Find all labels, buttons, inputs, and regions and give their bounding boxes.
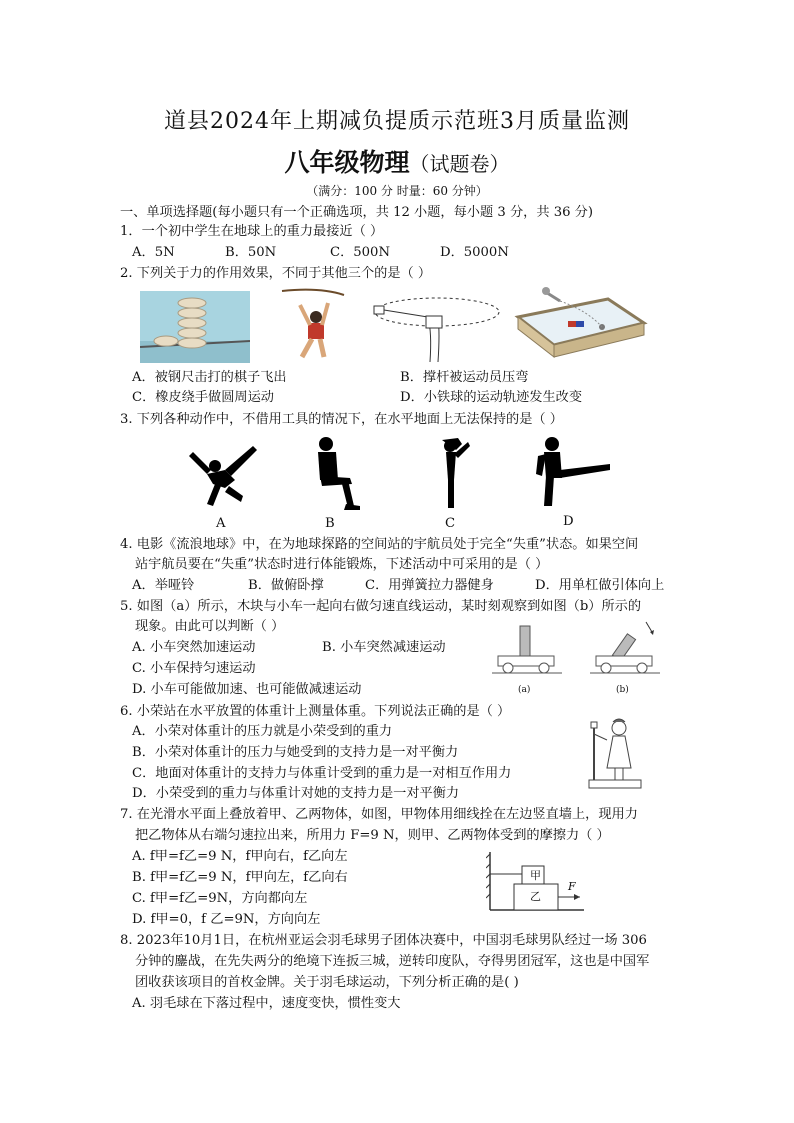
q5-figure-cart-a <box>492 620 562 675</box>
q4-line2: 站宇航员要在“失重”状态时进行体能锻炼，下述活动中可采用的是（ ） <box>135 557 549 572</box>
q3-label-a: A <box>216 516 226 531</box>
q4-option-b: B．做俯卧撑 <box>248 578 324 593</box>
subject-note: （试题卷） <box>409 152 510 176</box>
q2-option-a: A．被钢尺击打的棋子飞出 <box>132 370 287 385</box>
q5-option-d: D. 小车可能做加速、也可能做减速运动 <box>132 682 362 697</box>
q2-figure-pole-vault <box>280 285 350 363</box>
q3-figure-b-silhouette <box>308 436 363 511</box>
q7-line2: 把乙物体从右端匀速拉出来，所用力 F=9 N，则甲、乙两物体受到的摩擦力（ ） <box>135 828 610 843</box>
q2-option-b: B．撑杆被运动员压弯 <box>400 370 529 385</box>
q3-figure-c-silhouette <box>428 436 473 511</box>
exam-title: 道县2024年上期减负提质示范班3月质量监测 <box>164 109 630 134</box>
q2-figure-chess-pieces <box>140 291 250 363</box>
q6-option-a: A．小荣对体重计的压力就是小荣受到的重力 <box>132 724 393 739</box>
q6-figure-scale <box>585 714 645 792</box>
q8-line2: 分钟的鏖战，在先失两分的绝境下连扳三城，逆转印度队，夺得男团冠军，这也是中国军 <box>135 954 650 969</box>
q6-stem: 6. 小荣站在水平放置的体重计上测量体重。下列说法正确的是（ ） <box>120 704 511 719</box>
q2-option-d: D．小铁球的运动轨迹发生改变 <box>400 390 583 405</box>
q6-option-b: B．小荣对体重计的压力与她受到的支持力是一对平衡力 <box>132 745 459 760</box>
q3-figure-a-silhouette <box>185 436 260 511</box>
q3-label-c: C <box>445 516 456 531</box>
subject-name: 八年级物理 <box>284 148 410 177</box>
q5-line2: 现象。由此可以判断（ ） <box>135 619 285 634</box>
section-heading: 一、单项选择题(每小题只有一个正确选项，共 12 小题，每小题 3 分，共 36 分) <box>120 205 594 220</box>
q1-option-b: B．50N <box>225 245 277 260</box>
q5-option-c: C. 小车保持匀速运动 <box>132 661 256 676</box>
q7-line1: 7. 在光滑水平面上叠放着甲、乙两物体，如图，甲物体用细线拴在左边竖直墙上，现用力 <box>120 807 638 822</box>
q7-force-label: F <box>568 880 576 893</box>
q8-line1: 8. 2023年10月1日，在杭州亚运会羽毛球男子团体决赛中，中国羽毛球男队经过一场 306 <box>120 933 647 948</box>
q5-option-b: B. 小车突然减速运动 <box>322 640 446 655</box>
q1-stem: 1．一个初中学生在地球上的重力最接近（ ） <box>120 224 384 239</box>
q5-option-a: A. 小车突然加速运动 <box>132 640 256 655</box>
q4-line1: 4. 电影《流浪地球》中，在为地球探路的空间站的宇航员处于完全“失重”状态。如果空间 <box>120 537 639 552</box>
q5-fig-b-caption: (b) <box>616 685 629 695</box>
q8-option-a: A. 羽毛球在下落过程中，速度变快，惯性变大 <box>132 996 401 1011</box>
q3-label-d: D <box>563 514 574 529</box>
q3-label-b: B <box>325 516 335 531</box>
subject-title <box>0 143 794 179</box>
q7-block-bottom-label: 乙 <box>530 890 541 903</box>
q4-option-a: A．举哑铃 <box>132 578 195 593</box>
q7-option-b: B. f甲=f乙=9 N，f甲向左，f乙向右 <box>132 870 348 885</box>
q3-stem: 3. 下列各种动作中，不借用工具的情况下，在水平地面上无法保持的是（ ） <box>120 412 563 427</box>
score-info: （满分：100 分 时量：60 分钟） <box>306 184 488 198</box>
q4-option-d: D．用单杠做引体向上 <box>535 578 665 593</box>
q1-option-a: A．5N <box>132 245 175 260</box>
q7-option-c: C. f甲=f乙=9N，方向都向左 <box>132 891 308 906</box>
q4-option-c: C．用弹簧拉力器健身 <box>365 578 494 593</box>
q6-option-d: D．小荣受到的重力与体重计对她的支持力是一对平衡力 <box>132 786 460 801</box>
q1-option-c: C．500N <box>330 245 390 260</box>
q5-figure-cart-b <box>590 620 660 675</box>
q8-line3: 团收获该项目的首枚金牌。关于羽毛球运动，下列分析正确的是( ) <box>135 975 519 990</box>
q1-option-d: D．5000N <box>440 245 509 260</box>
q2-option-c: C．橡皮绕手做圆周运动 <box>132 390 274 405</box>
q2-figure-magnet-ball <box>508 287 648 363</box>
q5-fig-a-caption: (a) <box>518 685 531 695</box>
q2-figure-circular-motion <box>372 292 502 364</box>
q7-option-d: D. f甲=0，f 乙=9N，方向向左 <box>132 912 321 927</box>
q2-stem: 2. 下列关于力的作用效果，不同于其他三个的是（ ） <box>120 266 432 281</box>
q3-figure-d-silhouette <box>534 436 614 511</box>
q6-option-c: C．地面对体重计的支持力与体重计受到的重力是一对相互作用力 <box>132 766 512 781</box>
q5-line1: 5. 如图（a）所示，木块与小车一起向右做匀速直线运动，某时刻观察到如图（b）所示的 <box>120 599 642 614</box>
q7-option-a: A. f甲=f乙=9 N，f甲向右，f乙向左 <box>132 849 348 864</box>
q7-block-top-label: 甲 <box>530 869 541 882</box>
